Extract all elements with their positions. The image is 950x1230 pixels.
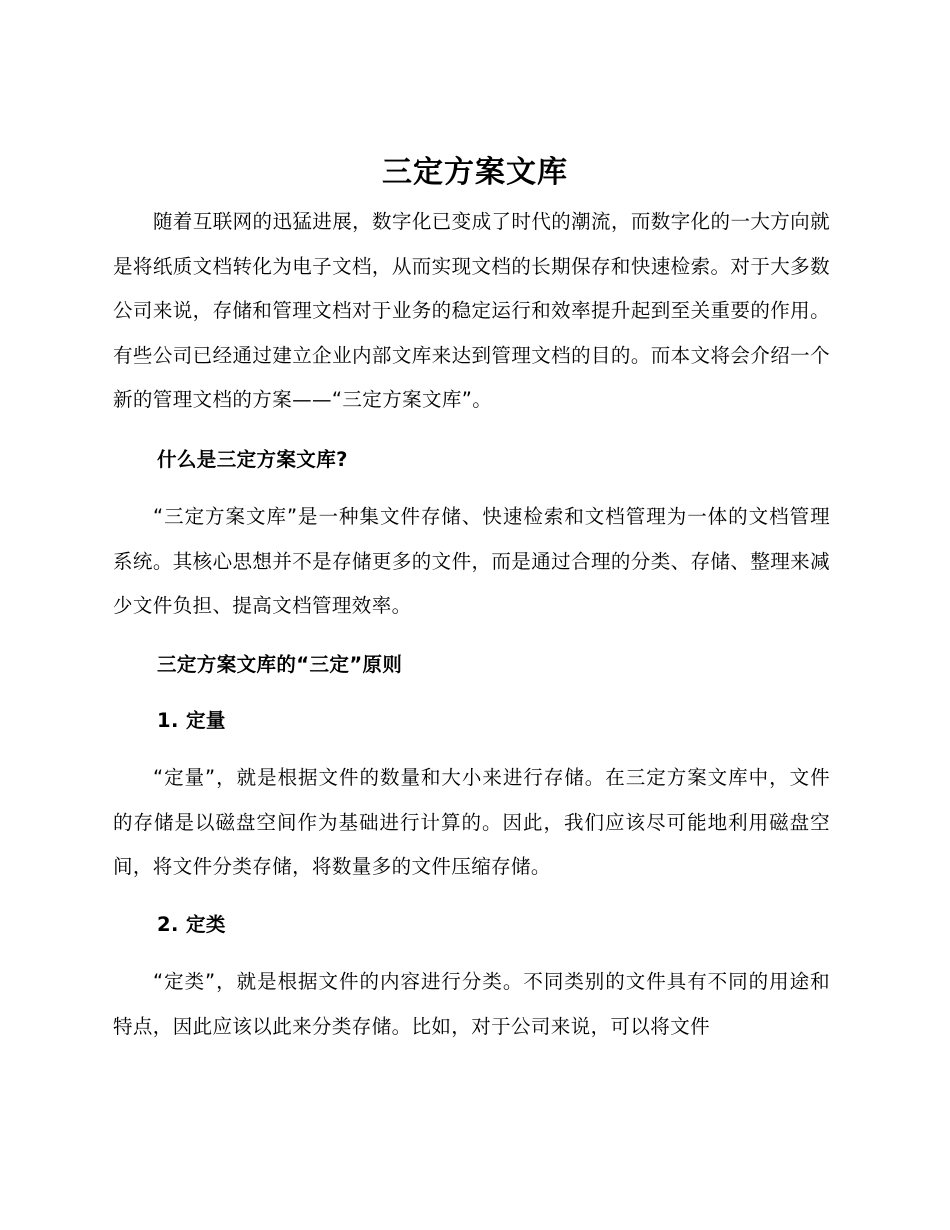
- item-heading-quantity: 1. 定量: [157, 709, 226, 732]
- section-heading-principles: 三定方案文库的“三定”原则: [157, 653, 403, 676]
- page-title: 三定方案文库: [382, 155, 568, 190]
- section-paragraph-what-is: “三定方案文库”是一种集文件存储、快速检索和文档管理为一体的文档管理系统。其核心思想并不是存储更多的文件，而是通过合理的分类、存储、整理来减少文件负担、提高文档管理效率。: [113, 505, 830, 617]
- item-paragraph-quantity: “定量”，就是根据文件的数量和大小来进行存储。在三定方案文库中，文件的存储是以磁盘空间作为基础进行计算的。因此，我们应该尽可能地利用磁盘空间，将文件分类存储，将数量多的文件压缩存储。: [113, 766, 830, 878]
- section-heading-what-is: 什么是三定方案文库?: [157, 448, 348, 471]
- item-paragraph-category: “定类”，就是根据文件的内容进行分类。不同类别的文件具有不同的用途和特点，因此应该以此来分类存储。比如，对于公司来说，可以将文件: [113, 970, 830, 1038]
- item-heading-category: 2. 定类: [157, 913, 226, 936]
- intro-paragraph: 随着互联网的迅猛进展，数字化已变成了时代的潮流，而数字化的一大方向就是将纸质文档转化为电子文档，从而实现文档的长期保存和快速检索。对于大多数公司来说，存储和管理文档对于业务的稳定运行和效率提升起到至关重要的作用。有些公司已经通过建立企业内部文库来达到管理文档的目的。而本文将会介绍一个新的管理文档的方案——“三定方案文库”。: [113, 210, 830, 411]
